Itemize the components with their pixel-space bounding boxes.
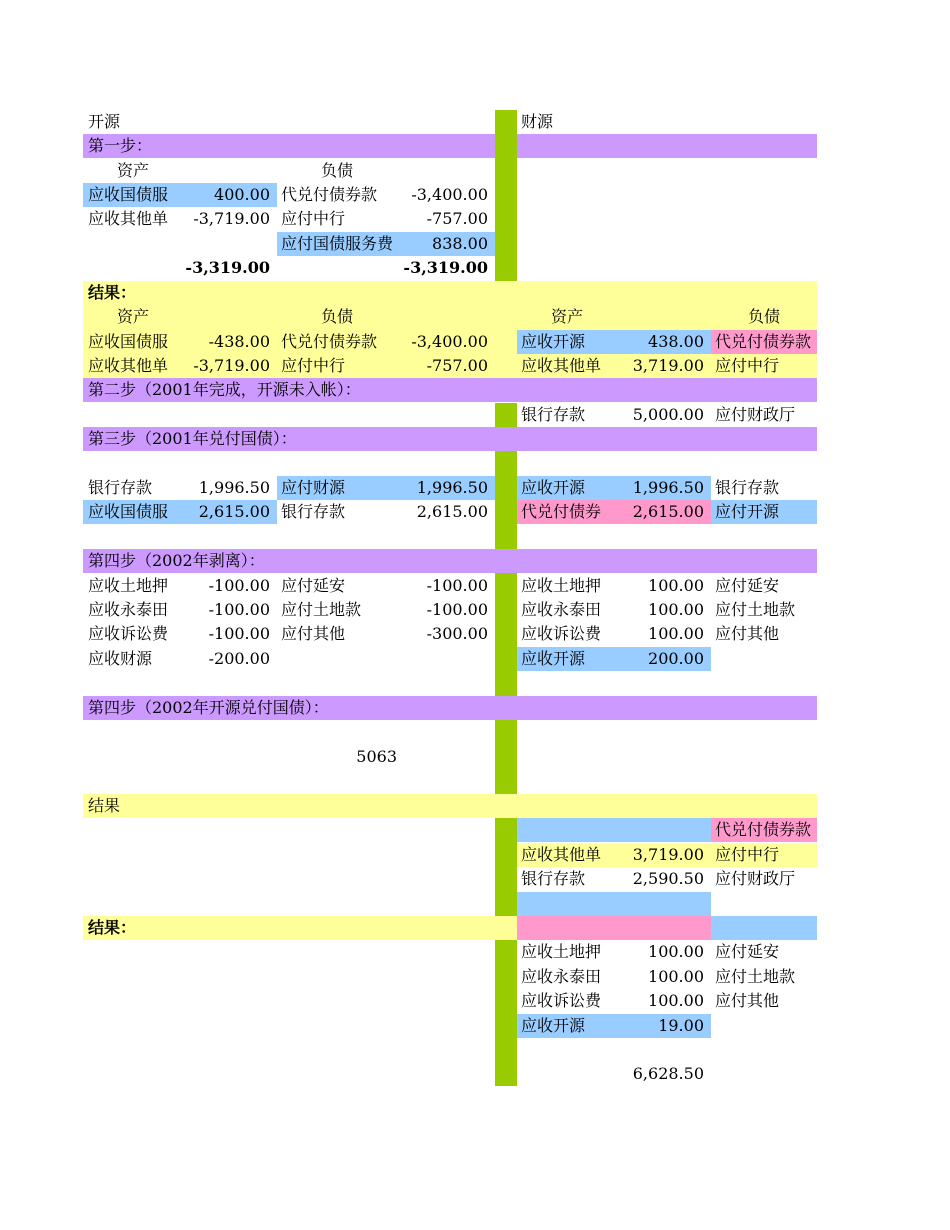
amount: 100.00 [648,991,704,1010]
account-name: 应收其他单 [521,356,602,375]
account-name: 应收永泰田 [521,600,602,619]
amount: -3,400.00 [411,332,488,351]
account-name: 应付中行 [281,356,346,375]
account-name: 代兑付债券款 [281,332,378,351]
amount: 100.00 [648,624,704,643]
cell-fill [711,916,817,940]
amount: 100.00 [648,942,704,961]
amount: 2,615.00 [632,502,704,521]
account-name: 应付财源 [281,478,346,497]
result2-title: 结果 [88,796,121,815]
step2-title: 第二步（2001年完成，开源未入帐）： [88,380,361,399]
amount: 100.00 [648,967,704,986]
account-name: 应付财政厅 [715,405,796,424]
account-name: 应收其他单 [521,845,602,864]
amount: -300.00 [426,624,488,643]
asset-header: 资产 [116,307,149,326]
amount: 200.00 [648,649,704,668]
result1-title: 结果： [88,283,137,302]
amount: -3,400.00 [411,185,488,204]
divider-column [495,403,517,427]
account-name: 应收国债服 [88,332,169,351]
account-name: 应付中行 [281,209,346,228]
amount: 2,615.00 [198,502,270,521]
account-name: 应付其他 [715,624,780,643]
account-name: 应收开源 [521,332,586,351]
result2-band [83,794,817,818]
amount: -100.00 [208,576,270,595]
account-name: 应收开源 [521,478,586,497]
account-name: 应付延安 [281,576,346,595]
account-name: 银行存款 [281,502,346,521]
account-name: 应付开源 [715,502,780,521]
account-name: 应收土地押 [521,942,602,961]
asset-header: 资产 [116,161,149,180]
amount: 100.00 [648,600,704,619]
account-name: 应付中行 [715,356,780,375]
asset-header: 资产 [550,307,583,326]
account-name: 应付国债服务费 [281,234,394,253]
grand-total: 6,628.50 [632,1064,704,1083]
amount: -100.00 [208,600,270,619]
account-name: 银行存款 [88,478,153,497]
amount: -3,719.00 [193,356,270,375]
cell-fill [517,892,711,916]
account-name: 应收国债服 [88,185,169,204]
header-caiyuan: 财源 [521,112,554,131]
account-name: 代兑付债券款 [281,185,378,204]
account-name: 应收开源 [521,1016,586,1035]
amount: -100.00 [426,576,488,595]
amount: -3,719.00 [193,209,270,228]
total-left: -3,319.00 [185,258,270,277]
divider-column [495,110,517,281]
amount: 400.00 [214,185,270,204]
account-name: 代兑付债券款 [715,332,812,351]
divider-column [495,720,517,794]
amount: -100.00 [426,600,488,619]
liability-header: 负债 [320,307,353,326]
step1-band [83,134,817,158]
amount: -757.00 [426,356,488,375]
amount: 100.00 [648,576,704,595]
account-name: 银行存款 [715,478,780,497]
amount: 3,719.00 [632,356,704,375]
account-name: 应付延安 [715,942,780,961]
amount: 5,000.00 [632,405,704,424]
account-name: 应付其他 [281,624,346,643]
amount: 1,996.50 [632,478,704,497]
amount: -200.00 [208,649,270,668]
account-name: 应收诉讼费 [88,624,169,643]
account-name: 应付土地款 [715,600,796,619]
step4-title: 第四步（2002年剥离）： [88,551,265,570]
account-name: 应收诉讼费 [521,624,602,643]
amount: 1,996.50 [416,478,488,497]
divider-column [495,451,517,549]
step5-title: 第四步（2002年开源兑付国债）： [88,698,329,717]
amount: -100.00 [208,624,270,643]
account-name: 应收其他单 [88,209,169,228]
amount: 438.00 [648,332,704,351]
account-name: 应收诉讼费 [521,991,602,1010]
account-name: 银行存款 [521,869,586,888]
account-name: 应收永泰田 [88,600,169,619]
account-name: 应收其他单 [88,356,169,375]
step5-value: 5063 [356,747,397,766]
account-name: 应收开源 [521,649,586,668]
cell-fill [517,818,711,842]
account-name: 应收财源 [88,649,153,668]
amount: 19.00 [658,1016,704,1035]
account-name: 应收土地押 [88,576,169,595]
liability-header: 负债 [320,161,353,180]
amount: 838.00 [432,234,488,253]
divider-column [495,818,517,916]
amount: -757.00 [426,209,488,228]
amount: 1,996.50 [198,478,270,497]
header-kaiyuan: 开源 [88,112,121,131]
step1-title: 第一步： [88,136,153,155]
account-name: 应付中行 [715,845,780,864]
amount: -438.00 [208,332,270,351]
liability-header: 负债 [747,307,780,326]
account-name: 应付财政厅 [715,869,796,888]
amount: 2,615.00 [416,502,488,521]
result3-band [83,916,517,940]
cell-fill [517,916,711,940]
account-name: 应付土地款 [281,600,362,619]
amount: 3,719.00 [632,845,704,864]
total-right: -3,319.00 [403,258,488,277]
amount: 2,590.50 [632,869,704,888]
account-name: 应付其他 [715,991,780,1010]
divider-column [495,573,517,696]
account-name: 应收永泰田 [521,967,602,986]
account-name: 代兑付债券款 [715,820,812,839]
step3-title: 第三步（2001年兑付国债）： [88,429,297,448]
account-name: 应付土地款 [715,967,796,986]
result3-title: 结果： [88,918,137,937]
account-name: 应付延安 [715,576,780,595]
account-name: 代兑付债券 [521,502,602,521]
account-name: 银行存款 [521,405,586,424]
account-name: 应收土地押 [521,576,602,595]
divider-column [495,940,517,1086]
account-name: 应收国债服 [88,502,169,521]
